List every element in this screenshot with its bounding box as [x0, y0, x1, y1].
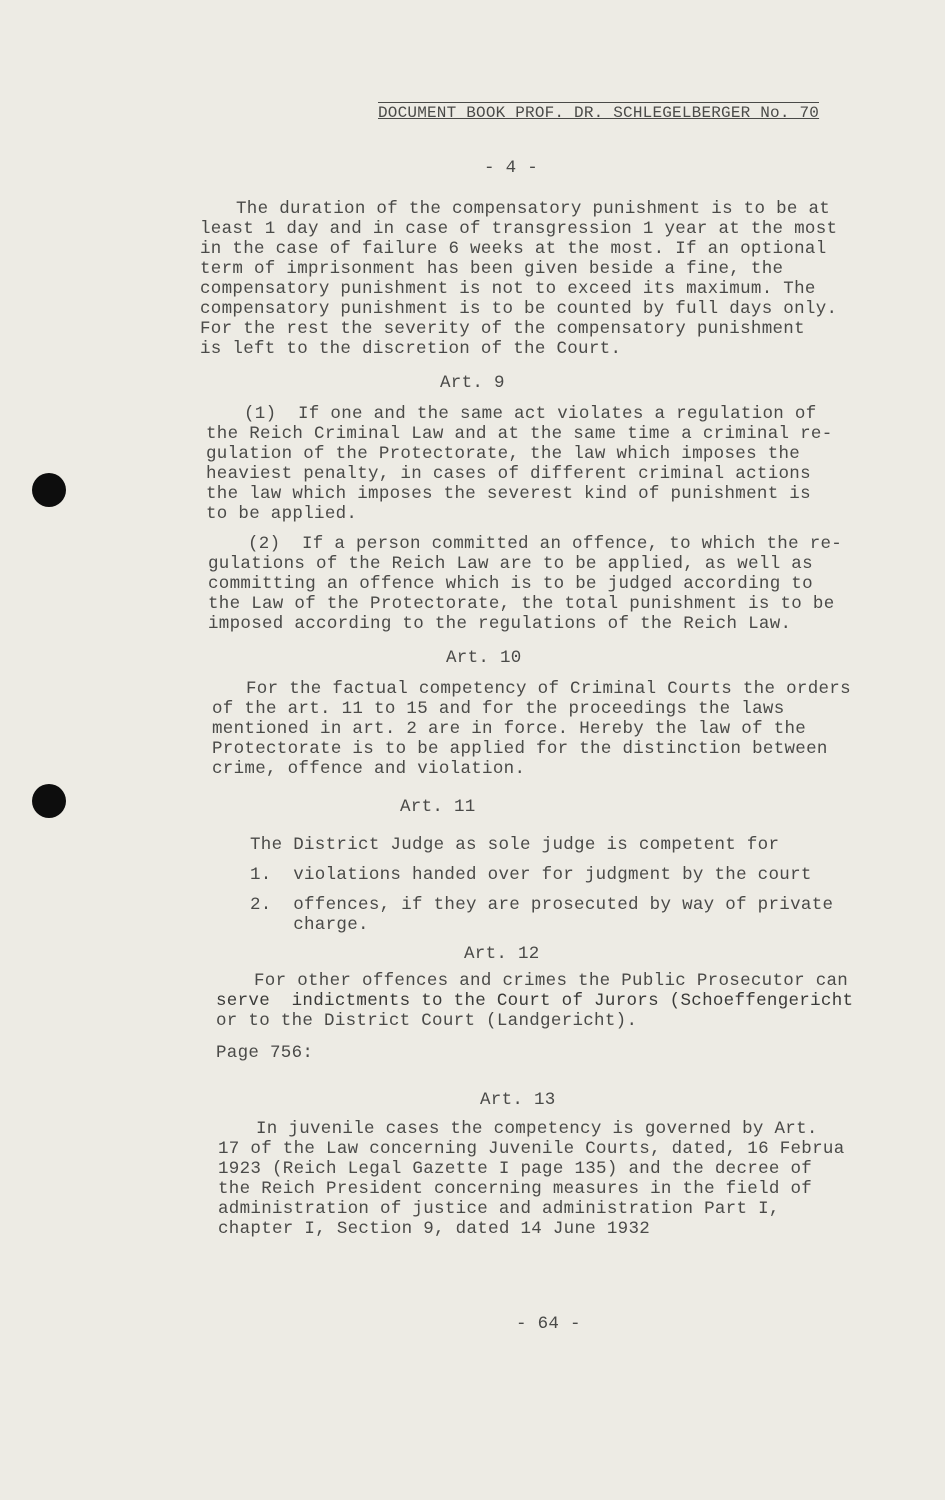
list-item: charge.: [250, 915, 369, 935]
text-line: serve indictments to the Court of Jurors (Schoeffengericht: [216, 991, 854, 1011]
text-line: chapter I, Section 9, dated 14 June 1932: [218, 1219, 651, 1239]
text-line: For other offences and crimes the Public Prosecutor can: [254, 971, 849, 991]
text-line: compensatory punishment is not to exceed its maximum. The: [200, 279, 816, 299]
punch-hole-top: [32, 473, 66, 507]
text-line: 17 of the Law concerning Juvenile Courts, dated, 16 Februa: [218, 1139, 845, 1159]
page-reference: Page 756:: [216, 1043, 314, 1063]
text-line: administration of justice and administration Part I,: [218, 1199, 780, 1219]
list-item: 1. violations handed over for judgment by the court: [250, 865, 812, 885]
list-item: 2. offences, if they are prosecuted by way of private: [250, 895, 834, 915]
text-line: (1) If one and the same act violates a regulation of: [244, 404, 817, 424]
article-heading: Art. 12: [464, 944, 540, 964]
text-line: to be applied.: [206, 504, 358, 524]
text-line: crime, offence and violation.: [212, 759, 526, 779]
article-heading: Art. 9: [440, 373, 505, 393]
text-line: The duration of the compensatory punishment is to be at: [236, 199, 831, 219]
text-line: term of imprisonment has been given beside a fine, the: [200, 259, 784, 279]
page-marker: - 4 -: [484, 158, 539, 178]
text-line: imposed according to the regulations of the Reich Law.: [208, 614, 792, 634]
text-line: the Reich President concerning measures in the field of: [218, 1179, 813, 1199]
article-heading: Art. 11: [400, 797, 476, 817]
text-line: the Reich Criminal Law and at the same time a criminal re-: [206, 424, 833, 444]
text-line: least 1 day and in case of transgression 1 year at the most: [200, 219, 838, 239]
text-line: Protectorate is to be applied for the distinction between: [212, 739, 828, 759]
text-line: of the art. 11 to 15 and for the proceedings the laws: [212, 699, 785, 719]
article-11-intro: The District Judge as sole judge is competent for: [250, 835, 780, 855]
text-line: mentioned in art. 2 are in force. Hereby the law of the: [212, 719, 807, 739]
text-line: committing an offence which is to be judged according to: [208, 574, 813, 594]
text-line: the Law of the Protectorate, the total punishment is to be: [208, 594, 835, 614]
text-line: In juvenile cases the competency is governed by Art.: [256, 1119, 818, 1139]
article-heading: Art. 10: [446, 648, 522, 668]
article-heading: Art. 13: [480, 1090, 556, 1110]
text-line: 1923 (Reich Legal Gazette I page 135) and the decree of: [218, 1159, 813, 1179]
text-line: gulation of the Protectorate, the law which imposes the: [206, 444, 801, 464]
text-line: gulations of the Reich Law are to be applied, as well as: [208, 554, 813, 574]
text-line: or to the District Court (Landgericht).: [216, 1011, 638, 1031]
text-line: (2) If a person committed an offence, to which the re-: [248, 534, 843, 554]
text-line: is left to the discretion of the Court.: [200, 339, 622, 359]
text-line: For the factual competency of Criminal Courts the orders: [246, 679, 851, 699]
text-line: the law which imposes the severest kind of punishment is: [206, 484, 811, 504]
text-line: heaviest penalty, in cases of different criminal actions: [206, 464, 811, 484]
text-line: For the rest the severity of the compensatory punishment: [200, 319, 805, 339]
document-header: DOCUMENT BOOK PROF. DR. SCHLEGELBERGER No. 70: [378, 104, 820, 122]
footer-page-number: - 64 -: [516, 1314, 581, 1334]
punch-hole-bottom: [32, 784, 66, 818]
text-line: compensatory punishment is to be counted by full days only.: [200, 299, 838, 319]
text-line: in the case of failure 6 weeks at the most. If an optional: [200, 239, 827, 259]
